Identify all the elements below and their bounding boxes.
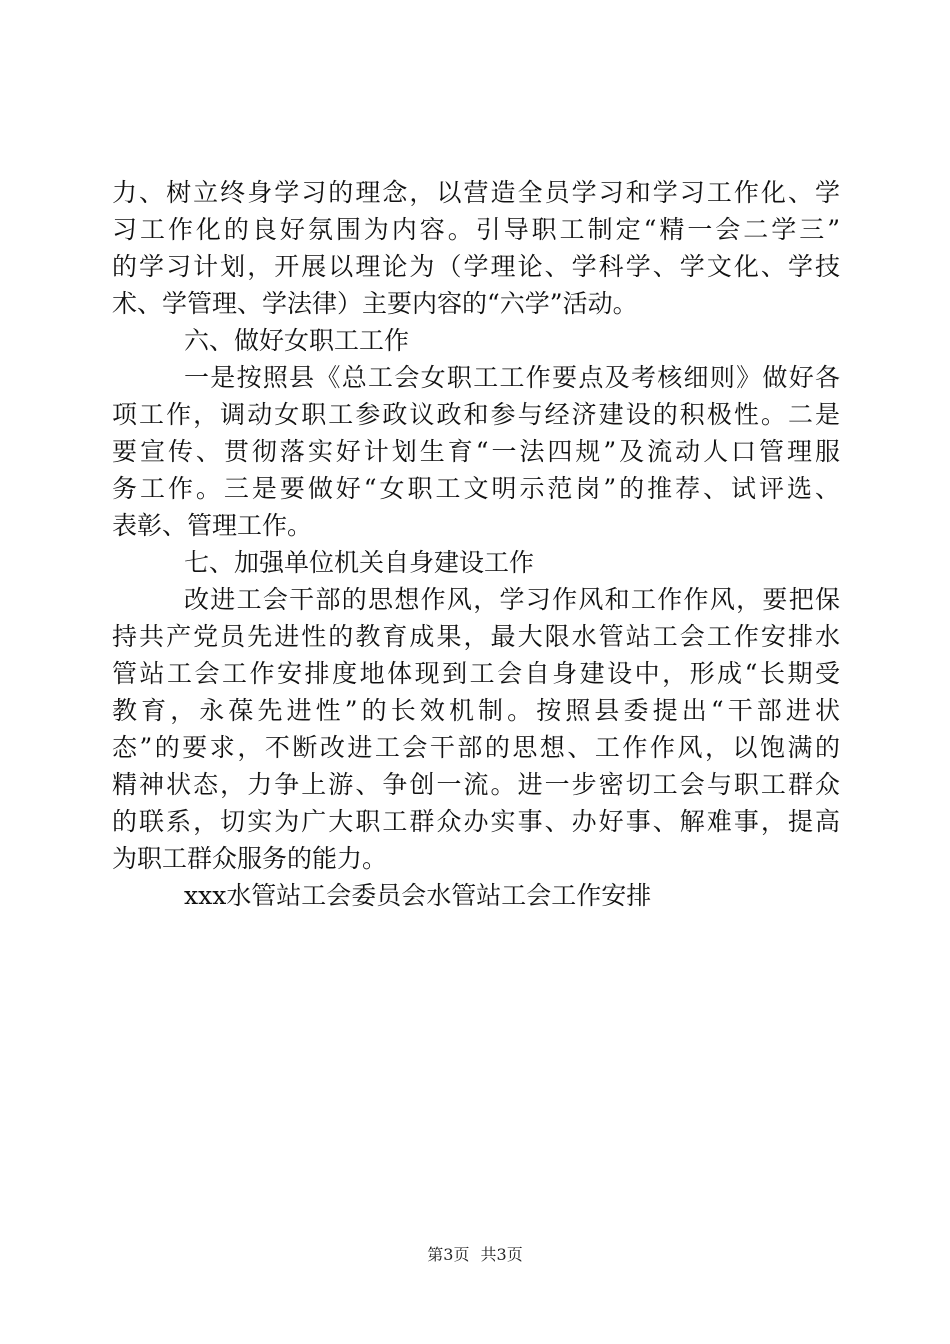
text-line: 的联系，切实为广大职工群众办实事、办好事、解难事，提高 [112,807,840,836]
document-body [112,174,840,914]
text-line: 表彰、管理工作。 [112,511,313,540]
text-line: 管站工会工作安排度地体现到工会自身建设中，形成“长期受 [112,659,840,688]
text-line: xxx水管站工会委员会水管站工会工作安排 [184,881,652,910]
text-line: 务工作。三是要做好“女职工文明示范岗”的推荐、试评选、 [112,474,840,503]
text-line: 一是按照县《总工会女职工工作要点及考核细则》做好各 [184,363,840,392]
text-line: 改进工会干部的思想作风，学习作风和工作作风，要把保 [184,585,840,614]
text-line: 教育，永葆先进性”的长效机制。按照县委提出“干部进状 [112,696,840,725]
text-line: 持共产党员先进性的教育成果，最大限水管站工会工作安排水 [112,622,840,651]
text-line: 六、做好女职工工作 [184,326,410,355]
text-line: 项工作，调动女职工参政议政和参与经济建设的积极性。二是 [112,400,840,429]
text-line: 术、学管理、学法律）主要内容的“六学”活动。 [112,289,638,318]
text-line: 的学习计划，开展以理论为（学理论、学科学、学文化、学技 [112,252,840,281]
page-footer [0,1244,950,1266]
text-line: 习工作化的良好氛围为内容。引导职工制定“精一会二学三” [112,215,840,244]
page-total: 共3页 [480,1245,523,1264]
text-line: 七、加强单位机关自身建设工作 [184,548,535,577]
text-line: 要宣传、贯彻落实好计划生育“一法四规”及流动人口管理服 [112,437,840,466]
page-number: 第3页 [427,1245,470,1264]
text-line: 态”的要求，不断改进工会干部的思想、工作作风，以饱满的 [112,733,840,762]
text-line: 力、树立终身学习的理念，以营造全员学习和学习工作化、学 [112,178,840,207]
text-line: 精神状态，力争上游、争创一流。进一步密切工会与职工群众 [112,770,840,799]
text-line: 为职工群众服务的能力。 [112,844,388,873]
